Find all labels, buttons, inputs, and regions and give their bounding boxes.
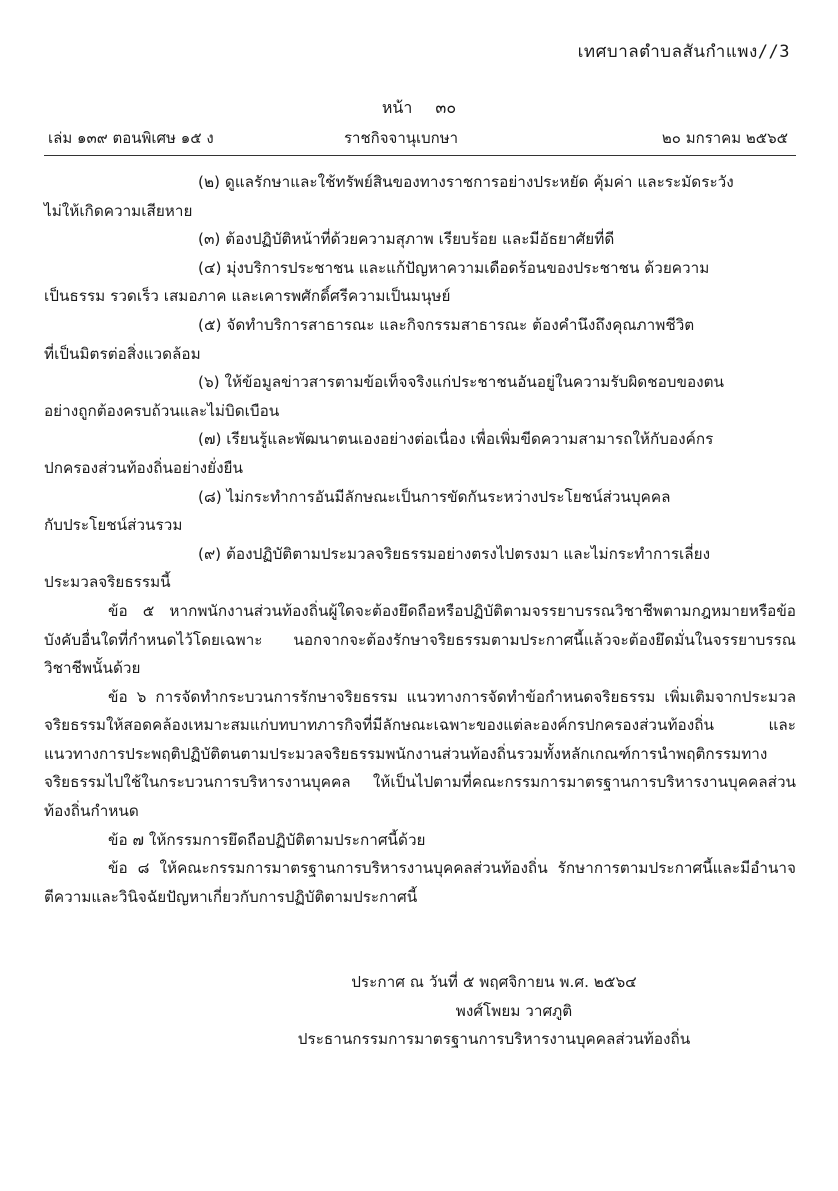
list-item: (๒) ดูแลรักษาและใช้ทรัพย์สินของทางราชการอย่างประหยัด คุ้มค่า และระมัดระวัง ไม่ให้เกิดความเสียหาย xyxy=(44,173,734,220)
clause-6: ข้อ ๖ การจัดทำกระบวนการรักษาจริยธรรม แนวทางการจัดทำข้อกำหนดจริยธรรม เพิ่มเติมจากประมวลจริยธรรมให้สอดคล้องเหมาะสมแก่บทบาทภารกิจที่มีลักษณะเฉพาะของแต่ละองค์กรปกครองส่วนท้องถิ่น และแนวทางการประพฤติปฏิบัติตนตามประมวลจริยธรรมพนักงานส่วนท้องถิ่นรวมทั้งหลักเกณฑ์การนำพฤติกรรมทางจริยธรรมไปใช้ในกระบวนการบริหารงานบุคคล ให้เป็นไปตามที่คณะกรรมการมาตรฐานการบริหารงานบุคคลส่วนท้องถิ่นกำหนด xyxy=(44,687,796,821)
list-item: (๘) ไม่กระทำการอันมีลักษณะเป็นการขัดกันระหว่างประโยชน์ส่วนบุคคล กับประโยชน์ส่วนรวม xyxy=(44,487,671,535)
page-number: ๓๐ xyxy=(435,98,457,117)
announcement-date: ประกาศ ณ วันที่ ๕ พฤศจิกายน พ.ศ. ๒๕๖๔ xyxy=(351,973,637,991)
document-body xyxy=(44,168,796,911)
volume-info: เล่ม ๑๓๙ ตอนพิเศษ ๑๕ ง xyxy=(48,129,214,147)
clause-5: ข้อ ๕ หากพนักงานส่วนท้องถิ่นผู้ใดจะต้องยึดถือหรือปฏิบัติตามจรรยาบรรณวิชาชีพตามกฎหมายหรือข้อบังคับอื่นใดที่กำหนดไว้โดยเฉพาะ นอกจากจะต้องรักษาจริยธรรมตามประกาศนี้แล้วจะต้องยึดมั่นในจรรยาบรรณวิชาชีพนั้นด้วย xyxy=(44,601,796,678)
list-item: (๔) มุ่งบริการประชาชน และแก้ปัญหาความเดือดร้อนของประชาชน ด้วยความ เป็นธรรม รวดเร็ว เสมอภาค และเคารพศักดิ์ศรีความเป็นมนุษย์ xyxy=(44,258,710,306)
page-number-line xyxy=(0,96,838,121)
list-item: (๙) ต้องปฏิบัติตามประมวลจริยธรรมอย่างตรงไปตรงมา และไม่กระทำการเลี่ยง ประมวลจริยธรรมนี้ xyxy=(44,544,711,592)
list-item: (๓) ต้องปฏิบัติหน้าที่ด้วยความสุภาพ เรียบร้อย และมีอัธยาศัยที่ดี xyxy=(198,230,615,249)
corner-note: เทศบาลตำบลสันกำแพง//3 xyxy=(577,42,790,62)
clause-8: ข้อ ๘ ให้คณะกรรมการมาตรฐานการบริหารงานบุคคลส่วนท้องถิ่น รักษาการตามประกาศนี้และมีอำนาจตีความและวินิจฉัยปัญหาเกี่ยวกับการปฏิบัติตามประกาศนี้ xyxy=(44,859,796,906)
gazette-name: ราชกิจจานุเบกษา xyxy=(344,129,459,147)
list-item: (๖) ให้ข้อมูลข่าวสารตามข้อเท็จจริงแก่ประชาชนอันอยู่ในความรับผิดชอบของตน อย่างถูกต้องครบถ้วนและไม่บิดเบือน xyxy=(44,373,725,420)
gazette-header xyxy=(48,126,788,150)
header-divider xyxy=(44,155,796,156)
clause-7: ข้อ ๗ ให้กรรมการยึดถือปฏิบัติตามประกาศนี้ด้วย xyxy=(108,830,426,849)
signatory-title: ประธานกรรมการมาตรฐานการบริหารงานบุคคลส่วนท้องถิ่น xyxy=(297,1030,691,1049)
signatory-name: พงศ์โพยม วาศภูติ xyxy=(455,1001,573,1020)
page-label: หน้า xyxy=(381,98,413,117)
list-item: (๗) เรียนรู้และพัฒนาตนเองอย่างต่อเนื่อง เพื่อเพิ่มขีดความสามารถให้กับองค์กร ปกครองส่วนท้องถิ่นอย่างยั่งยืน xyxy=(44,430,714,477)
signature-block xyxy=(0,968,838,1054)
list-item: (๕) จัดทำบริการสาธารณะ และกิจกรรมสาธารณะ ต้องคำนึงถึงคุณภาพชีวิต ที่เป็นมิตรต่อสิ่งแวดล้อม xyxy=(44,315,695,363)
gazette-date: ๒๐ มกราคม ๒๕๖๕ xyxy=(661,129,788,147)
